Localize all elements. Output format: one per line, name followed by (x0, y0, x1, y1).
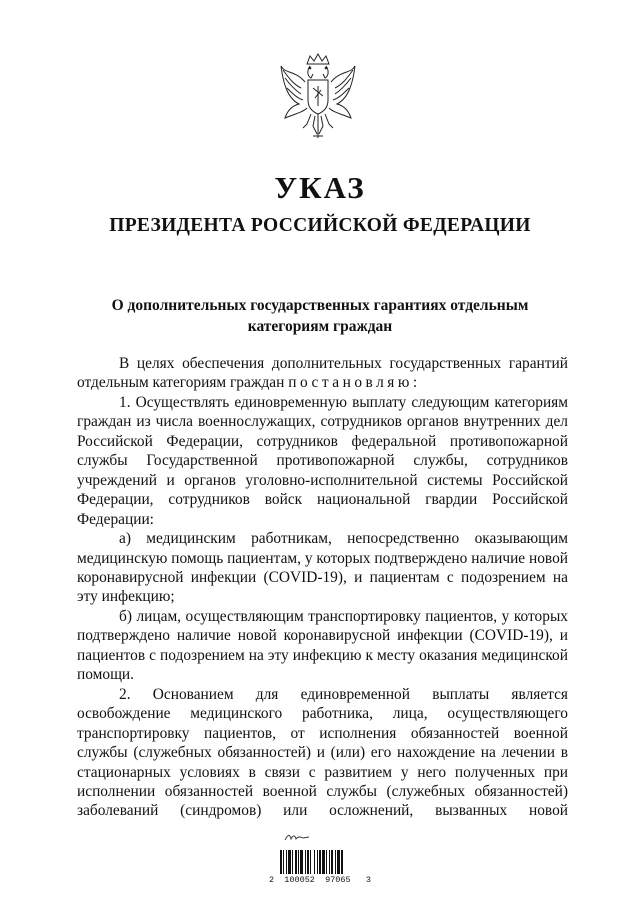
preamble-paragraph (77, 354, 568, 393)
document-subtitle: ПРЕЗИДЕНТА РОССИЙСКОЙ ФЕДЕРАЦИИ (109, 215, 531, 236)
barcode-icon (280, 850, 364, 874)
preamble-decree-word: постановляю: (288, 374, 421, 392)
paragraph-1b: б) лицам, осуществляющим транспортировку пациентов, у которых подтверждено наличие новой коронавирусной инфекции (COVID-19), и пациентов с подозрением на эту инфекцию к месту оказания медицинской помощи. (77, 607, 568, 684)
heading-line-2: категориям граждан (247, 318, 393, 335)
coat-of-arms-icon (277, 52, 359, 142)
document-title: УКАЗ (274, 170, 366, 205)
paragraph-1a: а) медицинским работникам, непосредственно оказывающим медицинскую помощь пациентам, у которых подтверждено наличие новой коронавирусной инфекции (COVID-19), и пациентам с подозрением на эту инфекцию; (77, 530, 569, 606)
document-footer (268, 838, 372, 888)
decree-body (77, 354, 568, 821)
barcode-number: 2 100052 97065 3 (268, 875, 372, 885)
paragraph-2: 2. Основанием для единовременной выплаты является освобождение медицинского работника, лица, осуществляющего транспортировку пациентов, от исполнения обязанностей военной службы (служебных обязанностей) и (или) его нахождение на лечении в стационарных условиях в связи с развитием у него полученных при исполнении обязанностей военной службы (служебных обязанностей) заболеваний (синдромов) или осложнений, вызванных новой (77, 685, 568, 820)
heading-line-1: О дополнительных государственных гарантиях отдельным (111, 297, 529, 314)
preamble-text: В целях обеспечения дополнительных государственных гарантий отдельным категориям граждан (77, 355, 568, 392)
paragraph-1: 1. Осуществлять единовременную выплату следующим категориям граждан из числа военнослужащих, сотрудников органов внутренних дел Российской Федерации, сотрудников федеральной противопожарной службы Государственной противопожарной службы, сотрудников учреждений и органов уголовно-исполнительной системы Российской Федерации, сотрудников войск национальной гвардии Российской Федерации: (77, 393, 568, 528)
signature-mark-icon (284, 832, 310, 842)
decree-heading (110, 295, 530, 337)
